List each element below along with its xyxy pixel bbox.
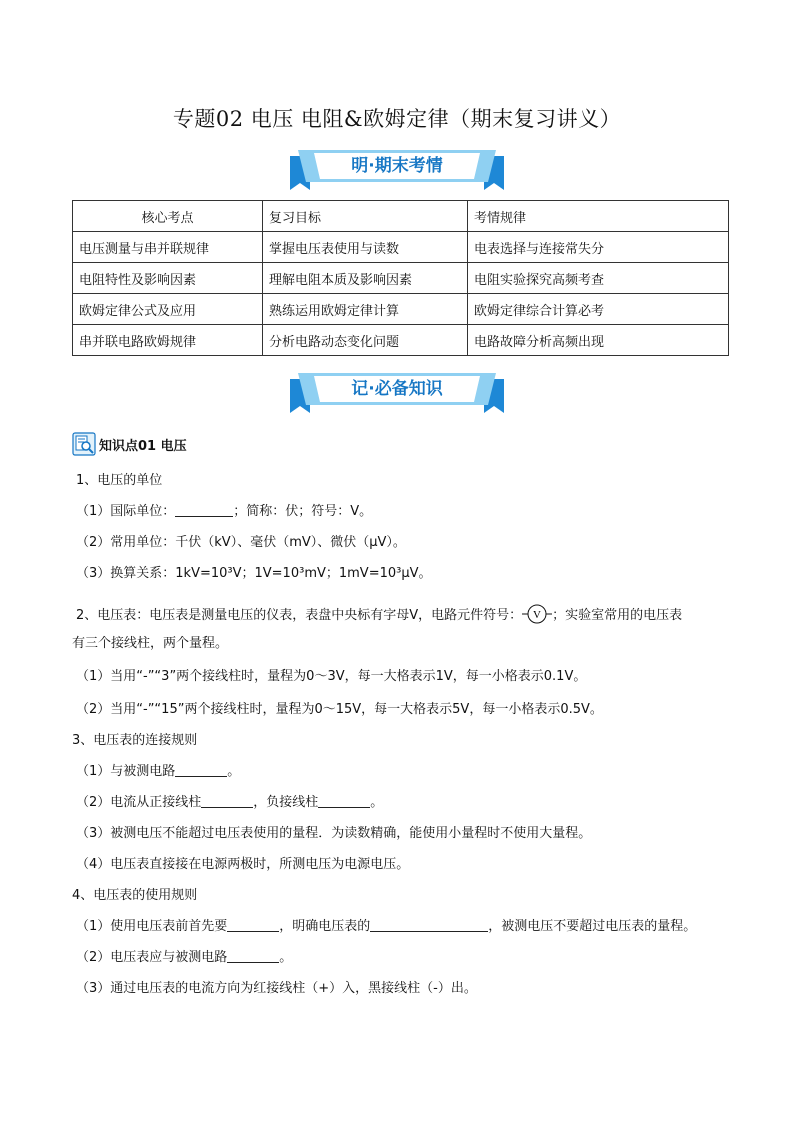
text-segment: 2、电压表：电压表是测量电压的仪表，表盘中央标有字母V，电路元件符号：: [76, 608, 523, 623]
table-header-cell: 考情规律: [468, 201, 729, 232]
text-line: （2）当用“-”“15”两个接线柱时，量程为0～15V，每一大格表示5V，每一小格表示0.5V。: [76, 702, 603, 717]
table-cell: 掌握电压表使用与读数: [263, 232, 468, 263]
knowledge-point-label: 知识点01 电压: [99, 438, 187, 454]
text-segment: ，明确电压表的: [279, 919, 371, 934]
table-header-row: [73, 201, 729, 232]
text-line: [76, 502, 372, 522]
table-row: [73, 232, 729, 263]
table-cell: 电表选择与连接常失分: [468, 232, 729, 263]
text-segment: （2）电流从正接线柱: [76, 795, 202, 810]
table-cell: 串并联电路欧姆规律: [73, 325, 263, 356]
section-heading: 4、电压表的使用规则: [72, 888, 198, 903]
table-cell: 电阻实验探究高频考查: [468, 263, 729, 294]
fill-in-blank: [227, 948, 279, 963]
text-segment: ，负接线柱: [253, 795, 319, 810]
text-segment: （2）电压表应与被测电路: [76, 950, 228, 965]
table-row: [73, 294, 729, 325]
text-line: （1）当用“-”“3”两个接线柱时，量程为0～3V，每一大格表示1V，每一小格表示0.1V。: [76, 669, 587, 684]
voltmeter-letter: V: [533, 609, 542, 621]
fill-in-blank: [201, 793, 253, 808]
knowledge-point-heading: [72, 431, 187, 457]
text-segment: 。: [227, 764, 241, 779]
table-row: [73, 325, 729, 356]
text-segment: （1）与被测电路: [76, 764, 176, 779]
text-segment: （1）使用电压表前首先要: [76, 919, 228, 934]
banner-label: 明·期末考情: [351, 156, 443, 176]
text-line: （4）电压表直接接在电源两极时，所测电压为电源电压。: [76, 857, 410, 872]
section-heading: 1、电压的单位: [76, 473, 163, 488]
fill-in-blank: [227, 917, 279, 932]
text-segment: ；实验室常用的电压表: [552, 608, 683, 623]
banner-label: 记·必备知识: [351, 379, 443, 399]
table-cell: 理解电阻本质及影响因素: [263, 263, 468, 294]
fill-in-blank: [175, 502, 233, 517]
fill-in-blank: [175, 762, 227, 777]
section-heading: 3、电压表的连接规则: [72, 733, 198, 748]
text-segment: ，被测电压不要超过电压表的量程。: [488, 919, 697, 934]
table-cell: 电路故障分析高频出现: [468, 325, 729, 356]
table-cell: 分析电路动态变化问题: [263, 325, 468, 356]
text-line: （2）常用单位：千伏（kV）、毫伏（mV）、微伏（μV）。: [76, 535, 406, 550]
text-segment: ；简称：伏；符号：V。: [233, 504, 373, 519]
table-cell: 电阻特性及影响因素: [73, 263, 263, 294]
exam-overview-table: [72, 200, 729, 356]
text-line: （3）通过电压表的电流方向为红接线柱（+）入，黑接线柱（-）出。: [76, 981, 477, 996]
text-line: 有三个接线柱，两个量程。: [72, 636, 229, 651]
table-row: [73, 263, 729, 294]
fill-in-blank: [318, 793, 370, 808]
section-banner-knowledge: [286, 373, 508, 415]
section-banner-exam: [286, 150, 508, 192]
table-header-cell: 复习目标: [263, 201, 468, 232]
table-cell: 欧姆定律综合计算必考: [468, 294, 729, 325]
text-line: [76, 603, 682, 626]
table-cell: 熟练运用欧姆定律计算: [263, 294, 468, 325]
table-header-cell: 核心考点: [73, 201, 263, 232]
table-cell: 欧姆定律公式及应用: [73, 294, 263, 325]
table-cell: 电压测量与串并联规律: [73, 232, 263, 263]
search-document-icon: [72, 432, 96, 456]
text-line: [76, 948, 292, 968]
text-line: [76, 917, 696, 937]
page-title: 专题02 电压 电阻&欧姆定律（期末复习讲义）: [172, 107, 622, 131]
voltmeter-symbol-icon: [522, 603, 552, 625]
text-line: [76, 762, 240, 782]
text-line: [76, 793, 383, 813]
text-line: （3）被测电压不能超过电压表使用的量程．为读数精确，能使用小量程时不使用大量程。: [76, 826, 592, 841]
text-line: （3）换算关系：1kV=10³V；1V=10³mV；1mV=10³μV。: [76, 566, 432, 581]
text-segment: 。: [279, 950, 293, 965]
text-segment: （1）国际单位：: [76, 504, 176, 519]
fill-in-blank: [370, 917, 488, 932]
text-segment: 。: [370, 795, 384, 810]
